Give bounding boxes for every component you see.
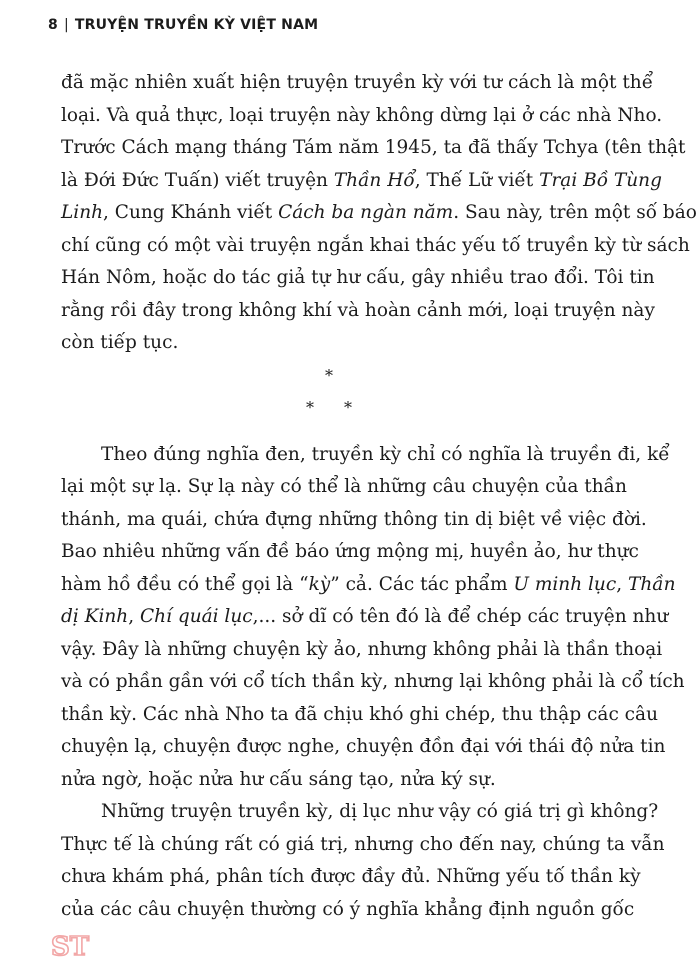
text-line: Trước Cách mạng tháng Tám năm 1945, ta đã thấy Tchya (tên thật (61, 137, 686, 158)
work-title-cach-ba-ngan-nam: Cách ba ngàn năm (278, 202, 454, 223)
text-run: ” cả. Các tác phẩm (330, 573, 514, 595)
work-title-chi-quai-luc: Chí quái lục (139, 606, 253, 627)
text-run: , Thế Lữ viết (414, 169, 540, 191)
text-line: Những truyện truyền kỳ, dị lục như vậy có giá trị gì không? (101, 801, 659, 822)
page-body (61, 67, 697, 926)
text-line (61, 197, 697, 230)
text-line: loại. Và quả thực, loại truyện này không dừng lại ở các nhà Nho. (61, 104, 663, 126)
text-line: Theo đúng nghĩa đen, truyền kỳ chỉ có nghĩa là truyền đi, kể (101, 443, 670, 465)
text-run: . Sau này, trên một số báo (453, 202, 697, 223)
paragraph-2 (61, 439, 685, 797)
book-title: TRUYỆN TRUYỀN KỲ VIỆT NAM (74, 17, 319, 33)
text-line: chưa khám phá, phân tích được đầy đủ. Những yếu tố thần kỳ (61, 866, 641, 887)
work-title-than-di-kinh-part1: Thần (627, 573, 676, 595)
text-line: Bao nhiêu những vấn đề báo ứng mộng mị, huyền ảo, hư thực (61, 541, 639, 562)
asterisk-right: * (344, 397, 352, 417)
section-break (61, 362, 602, 436)
text-line (61, 165, 662, 198)
work-title-u-minh-luc: U minh lục (513, 573, 617, 595)
work-title-trai-bo-tung-linh-part2: Linh (61, 202, 104, 223)
text-run: , Cung Khánh viết (103, 202, 279, 223)
text-line: và có phần gần với cổ tích thần kỳ, nhưng lại không phải là cổ tích (61, 671, 685, 692)
header-separator: | (63, 17, 69, 33)
running-header (48, 17, 318, 33)
text-line: chuyện lạ, chuyện được nghe, chuyện đồn đại với thái độ nửa tin (61, 736, 666, 757)
paragraph-3 (61, 796, 665, 926)
work-title-than-di-kinh-part2: dị Kinh (61, 606, 129, 627)
text-run: hàm hồ đều có thể gọi là “ (61, 573, 309, 595)
text-run: , (616, 573, 628, 595)
text-line: vậy. Đây là những chuyện kỳ ảo, nhưng không phải là thần thoại (61, 638, 663, 660)
asterisk-left: * (306, 397, 314, 417)
page-number: 8 (48, 17, 58, 33)
publisher-logo-text: ST (51, 932, 90, 962)
text-line: của các câu chuyện thường có ý nghĩa khẳng định nguồn gốc (61, 898, 635, 920)
text-line (61, 569, 676, 602)
text-line: chí cũng có một vài truyện ngắn khai thác yếu tố truyền kỳ từ sách (61, 234, 690, 256)
publisher-logo-icon (50, 928, 90, 962)
work-title-trai-bo-tung-linh-part1: Trại Bồ Tùng (539, 169, 662, 191)
work-title-than-ho: Thần Hổ (333, 169, 415, 191)
term-ky: kỳ (308, 573, 331, 595)
text-line: nửa ngờ, hoặc nửa hư cấu sáng tạo, nửa ký sự. (61, 768, 496, 790)
text-line: lại một sự lạ. Sự lạ này có thể là những câu chuyện của thần (61, 476, 627, 497)
text-line: Hán Nôm, hoặc do tác giả tự hư cấu, gây nhiều trao đổi. Tôi tin (61, 267, 655, 288)
text-run: , (128, 606, 140, 627)
text-line: thánh, ma quái, chứa đựng những thông tin dị biệt về việc đời. (61, 508, 647, 530)
text-run: ,... sở dĩ có tên đó là để chép các truyện như (252, 606, 669, 627)
text-line: còn tiếp tục. (61, 332, 179, 353)
text-line: thần kỳ. Các nhà Nho ta đã chịu khó ghi chép, thu thập các câu (61, 703, 658, 725)
asterisk-top: * (325, 365, 333, 385)
text-line: Thực tế là chúng rất có giá trị, nhưng cho đến nay, chúng ta vẫn (61, 833, 665, 855)
text-line: đã mặc nhiên xuất hiện truyện truyền kỳ với tư cách là một thể (61, 72, 654, 93)
text-line: rằng rồi đây trong không khí và hoàn cảnh mới, loại truyện này (61, 299, 655, 321)
text-run: là Đới Đức Tuấn) viết truyện (61, 169, 334, 191)
paragraph-1 (61, 67, 697, 360)
text-line (61, 601, 669, 634)
